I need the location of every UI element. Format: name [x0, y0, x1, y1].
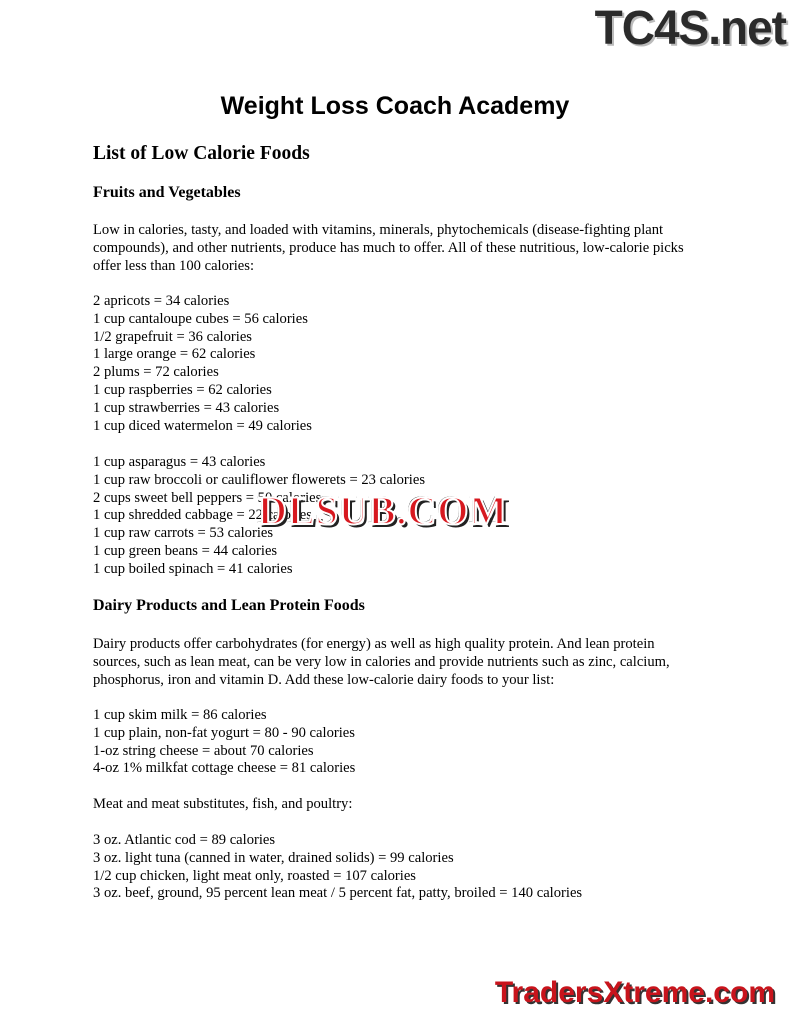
list-item: 2 apricots = 34 calories [93, 293, 230, 309]
list-item: 1 cup boiled spinach = 41 calories [93, 560, 293, 577]
list-item: 1/2 grapefruit = 36 calories [93, 328, 252, 345]
list-item: 3 oz. light tuna (canned in water, drained solids) = 99 calories [93, 849, 454, 866]
tc4s-watermark: TC4S.net [594, 0, 786, 55]
fruits-vegetables-heading: Fruits and Vegetables [93, 184, 241, 201]
list-item: 1 cup asparagus = 43 calories [93, 454, 266, 470]
tradersxtreme-watermark: TradersXtreme.com [494, 976, 775, 1009]
list-item: 2 plums = 72 calories [93, 364, 219, 381]
list-item: 1 cup skim milk = 86 calories [93, 707, 267, 723]
dairy-list [93, 707, 693, 778]
fruits-intro-paragraph: Low in calories, tasty, and loaded with vitamins, minerals, phytochemicals (disease-fighting plant compounds), and other nutrients, produce has much to offer. All of these nutritious, low-calorie picks offer less than 100 calories: [93, 222, 684, 274]
meat-list [93, 832, 693, 903]
list-item: 1 cup raw carrots = 53 calories [93, 525, 274, 542]
list-item: 2 cups sweet bell peppers = 50 calories [93, 489, 322, 506]
list-item: 1 cup diced watermelon = 49 calories [93, 417, 312, 434]
list-item: 1 cup plain, non-fat yogurt = 80 - 90 calories [93, 724, 355, 741]
list-item: 1/2 cup chicken, light meat only, roasted = 107 calories [93, 867, 416, 884]
list-item: 3 oz. Atlantic cod = 89 calories [93, 832, 276, 848]
list-item: 1 cup cantaloupe cubes = 56 calories [93, 310, 308, 327]
list-item: 3 oz. beef, ground, 95 percent lean meat / 5 percent fat, patty, broiled = 140 calories [93, 885, 583, 902]
list-item: 1 cup green beans = 44 calories [93, 542, 278, 559]
list-item: 1 large orange = 62 calories [93, 346, 256, 363]
meat-intro-paragraph: Meat and meat substitutes, fish, and poultry: [93, 796, 353, 812]
list-item: 1-oz string cheese = about 70 calories [93, 742, 314, 759]
list-item: 1 cup raspberries = 62 calories [93, 381, 272, 398]
document-title: Weight Loss Coach Academy [220, 92, 570, 120]
dairy-intro-paragraph: Dairy products offer carbohydrates (for energy) as well as high quality protein. And lean protein sources, such as lean meat, can be very low in calories and provide nutrients such as zinc, calcium, phosphorus, iron and vitamin D. Add these low-calorie dairy foods to your list: [93, 636, 670, 688]
dlsub-watermark: DLSUB.COM [258, 488, 509, 533]
list-item: 1 cup raw broccoli or cauliflower flowerets = 23 calories [93, 471, 426, 488]
fruit-list [93, 293, 693, 435]
list-item: 4-oz 1% milkfat cottage cheese = 81 calories [93, 760, 356, 777]
dairy-protein-heading: Dairy Products and Lean Protein Foods [93, 597, 365, 614]
list-item: 1 cup shredded cabbage = 22 calories [93, 507, 312, 524]
list-item: 1 cup strawberries = 43 calories [93, 399, 280, 416]
list-heading: List of Low Calorie Foods [93, 143, 310, 164]
